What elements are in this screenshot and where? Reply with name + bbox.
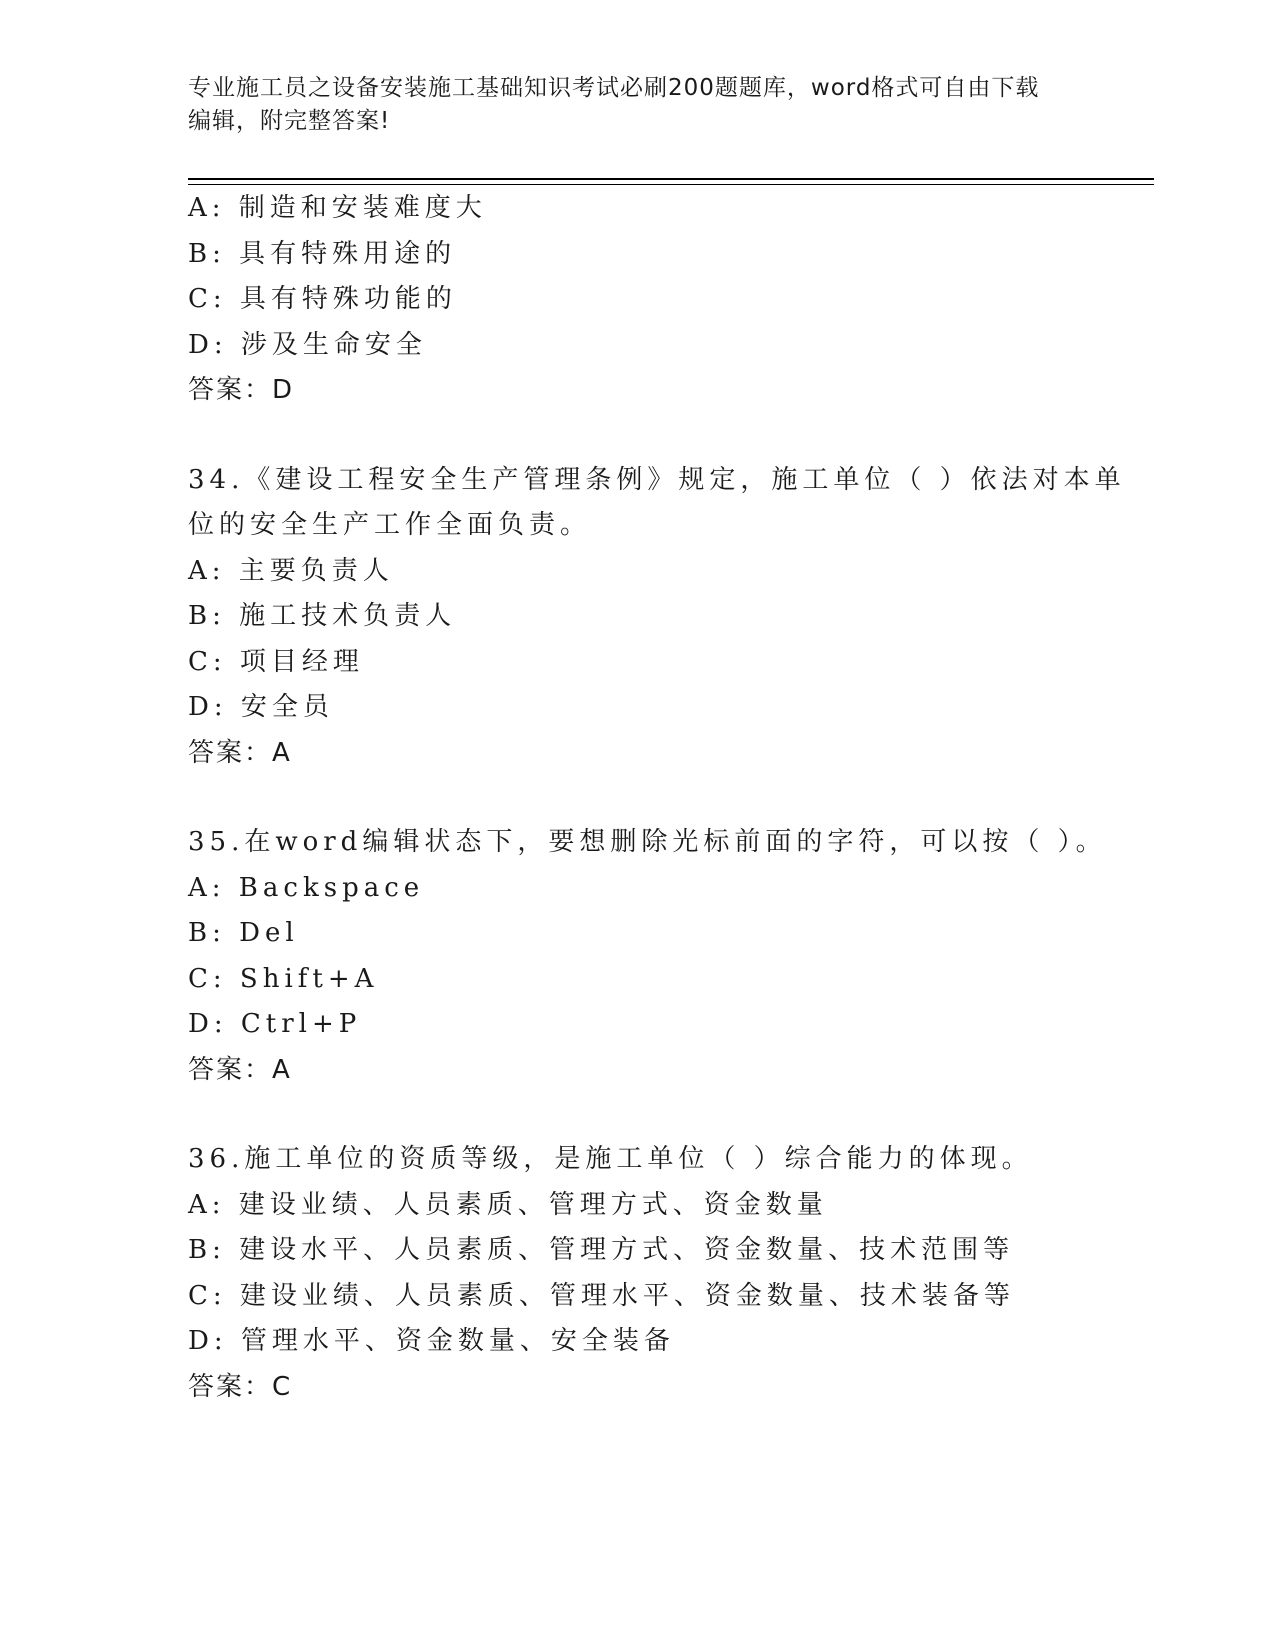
question-text-line-1: 36.施工单位的资质等级，是施工单位（ ）综合能力的体现。 xyxy=(188,1144,1033,1174)
option-b: B: 建设水平、人员素质、管理方式、资金数量、技术范围等 xyxy=(188,1235,1015,1265)
option-d: D: Ctrl+P xyxy=(188,1009,362,1039)
question-spacer xyxy=(188,1093,1088,1137)
header-divider-thin xyxy=(188,184,1154,185)
question-text-line-1: 35.在word编辑状态下，要想删除光标前面的字符，可以按（ ）。 xyxy=(188,827,1107,857)
option-d: D: 安全员 xyxy=(188,692,334,722)
header-title-line-2: 编辑，附完整答案! xyxy=(188,108,391,134)
option-a: A: Backspace xyxy=(188,872,425,903)
header-title-line-1: 专业施工员之设备安装施工基础知识考试必刷200题题库，word格式可自由下载 xyxy=(188,75,1040,101)
option-a: A: 建设业绩、人员素质、管理方式、资金数量 xyxy=(188,1189,828,1220)
question-list xyxy=(188,186,1126,1410)
question-text-line-1: 34.《建设工程安全生产管理条例》规定，施工单位（ ）依法对本单 xyxy=(188,464,1126,495)
option-a: A: 制造和安装难度大 xyxy=(188,193,487,223)
question-block-prev xyxy=(188,186,1088,414)
option-a: A: 主要负责人 xyxy=(188,555,394,586)
answer-line: 答案：A xyxy=(188,737,292,768)
answer-line: 答案：A xyxy=(188,1054,292,1085)
option-c: C: 建设业绩、人员素质、管理水平、资金数量、技术装备等 xyxy=(188,1280,1015,1311)
question-block-36 xyxy=(188,1137,1088,1410)
option-c: C: 项目经理 xyxy=(188,646,364,677)
question-spacer xyxy=(188,776,1088,820)
option-c: C: 具有特殊功能的 xyxy=(188,284,457,314)
document-header xyxy=(188,72,1078,138)
option-d: D: 管理水平、资金数量、安全装备 xyxy=(188,1326,675,1356)
question-block-34 xyxy=(188,458,1126,777)
option-b: B: Del xyxy=(188,918,299,948)
option-b: B: 具有特殊用途的 xyxy=(188,238,457,269)
question-spacer xyxy=(188,414,1088,458)
option-c: C: Shift+A xyxy=(188,963,379,994)
header-divider-thick xyxy=(188,178,1154,180)
answer-line: 答案：C xyxy=(188,1371,293,1402)
question-block-35 xyxy=(188,820,1107,1093)
question-text-line-2: 位的安全生产工作全面负责。 xyxy=(188,510,592,540)
option-b: B: 施工技术负责人 xyxy=(188,601,457,631)
option-d: D: 涉及生命安全 xyxy=(188,329,427,360)
answer-line: 答案：D xyxy=(188,375,295,405)
